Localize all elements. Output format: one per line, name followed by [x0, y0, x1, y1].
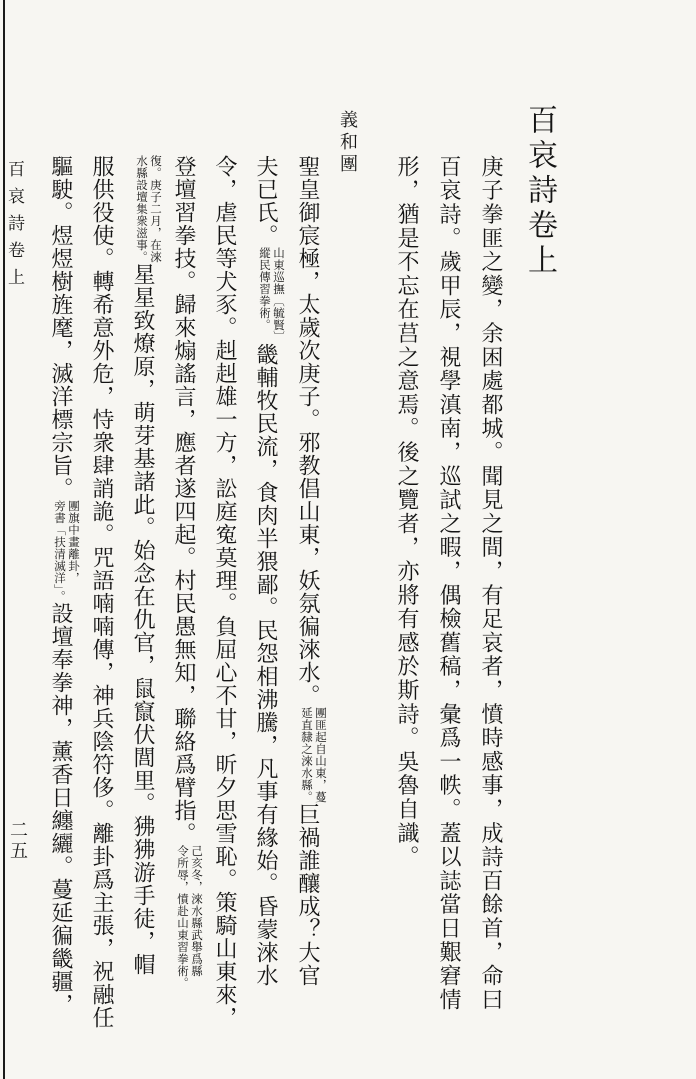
- poem-text: 設壇奉拳神，薰香日纏纚。蔓延徧畿疆，: [48, 602, 73, 1017]
- note-line: 縱民傳習拳術。: [258, 247, 272, 331]
- note-line: 水縣設壇集衆滋事。: [135, 155, 149, 263]
- poem-line-1: [296, 155, 329, 987]
- poem-text: 聖皇御宸極，太歲次庚子。邪教倡山東，妖氛徧淶水。: [295, 155, 320, 707]
- poem-text: 服供役使。轉希意外危，恃衆肆誚詭。咒語喃喃傳，神兵陰符侈。離卦爲主張，祝融任: [89, 155, 114, 1029]
- page-number: 二五: [7, 820, 28, 862]
- note-line: 復。庚子二月，在淶: [149, 155, 163, 263]
- poem-line-6: [90, 155, 112, 1029]
- running-head: 百哀詩卷上: [4, 160, 24, 295]
- poem-text: 夫已氏。: [253, 155, 278, 247]
- poem-text: 令，虐民等犬豕。赳赳雄一方，訟庭寃莫理。負屈心不甘，昕夕思雪恥。策騎山東來，: [212, 155, 237, 1029]
- note-line: 己亥冬，淶水縣武舉爲縣: [190, 845, 204, 977]
- poem-text: 星星致燎原，萌芽基諸此。始念在仇官，鼠竄伏閭里。狒狒游手徒，帽: [130, 263, 155, 976]
- poem-text: 巨禍誰釀成？大官: [295, 803, 320, 987]
- note-line: 令所辱，憤赴山東習拳術。: [176, 845, 190, 989]
- note-line: 延直隸之淶水縣。: [300, 707, 314, 803]
- preface-line-3: 形，猶是不忘在莒之意焉。後之覽者，亦將有感於斯詩。吳魯自識。: [394, 155, 419, 869]
- annotation-note: [298, 707, 328, 803]
- poem-line-7: [49, 155, 82, 1016]
- poem-line-4: [172, 155, 205, 989]
- annotation-note: [51, 500, 81, 602]
- annotation-note: [256, 247, 286, 343]
- annotation-note: [133, 155, 163, 263]
- note-line: 團匪起自山東，蔓: [314, 707, 328, 803]
- poem-text: 登壇習拳技。歸來煽謠言，應者遂四起。村民愚無知，聯絡爲臂指。: [171, 155, 196, 845]
- poem-text: 畿輔牧民流，食肉半猥鄙。民怨相沸騰，凡事有緣始。昏蒙淶水: [253, 343, 278, 987]
- note-line: 山東巡撫〔毓賢〕: [272, 247, 286, 343]
- preface-line-2: 百哀詩。歲甲辰，視學滇南，巡試之暇，偶檢舊稿，彙爲一帙。蓋以誌當日艱窘情: [436, 155, 461, 1012]
- section-title: 義和團: [337, 110, 358, 176]
- chapter-title: 百哀詩卷上: [522, 104, 557, 279]
- poem-text: 驅駛。煜煜樹旌麾，滅洋標宗旨。: [48, 155, 73, 500]
- poem-line-2: [254, 155, 287, 987]
- note-line: 旁書「扶清滅洋」。: [53, 500, 67, 603]
- note-line: 團旗中畫離卦，: [67, 500, 81, 584]
- preface-line-1: 庚子拳匪之變，余困處都城。聞見之間，有足哀者，憤時感事，成詩百餘首，命曰: [478, 155, 503, 1012]
- annotation-note: [174, 845, 204, 989]
- poem-line-5: [131, 155, 164, 976]
- poem-line-3: [213, 155, 235, 1029]
